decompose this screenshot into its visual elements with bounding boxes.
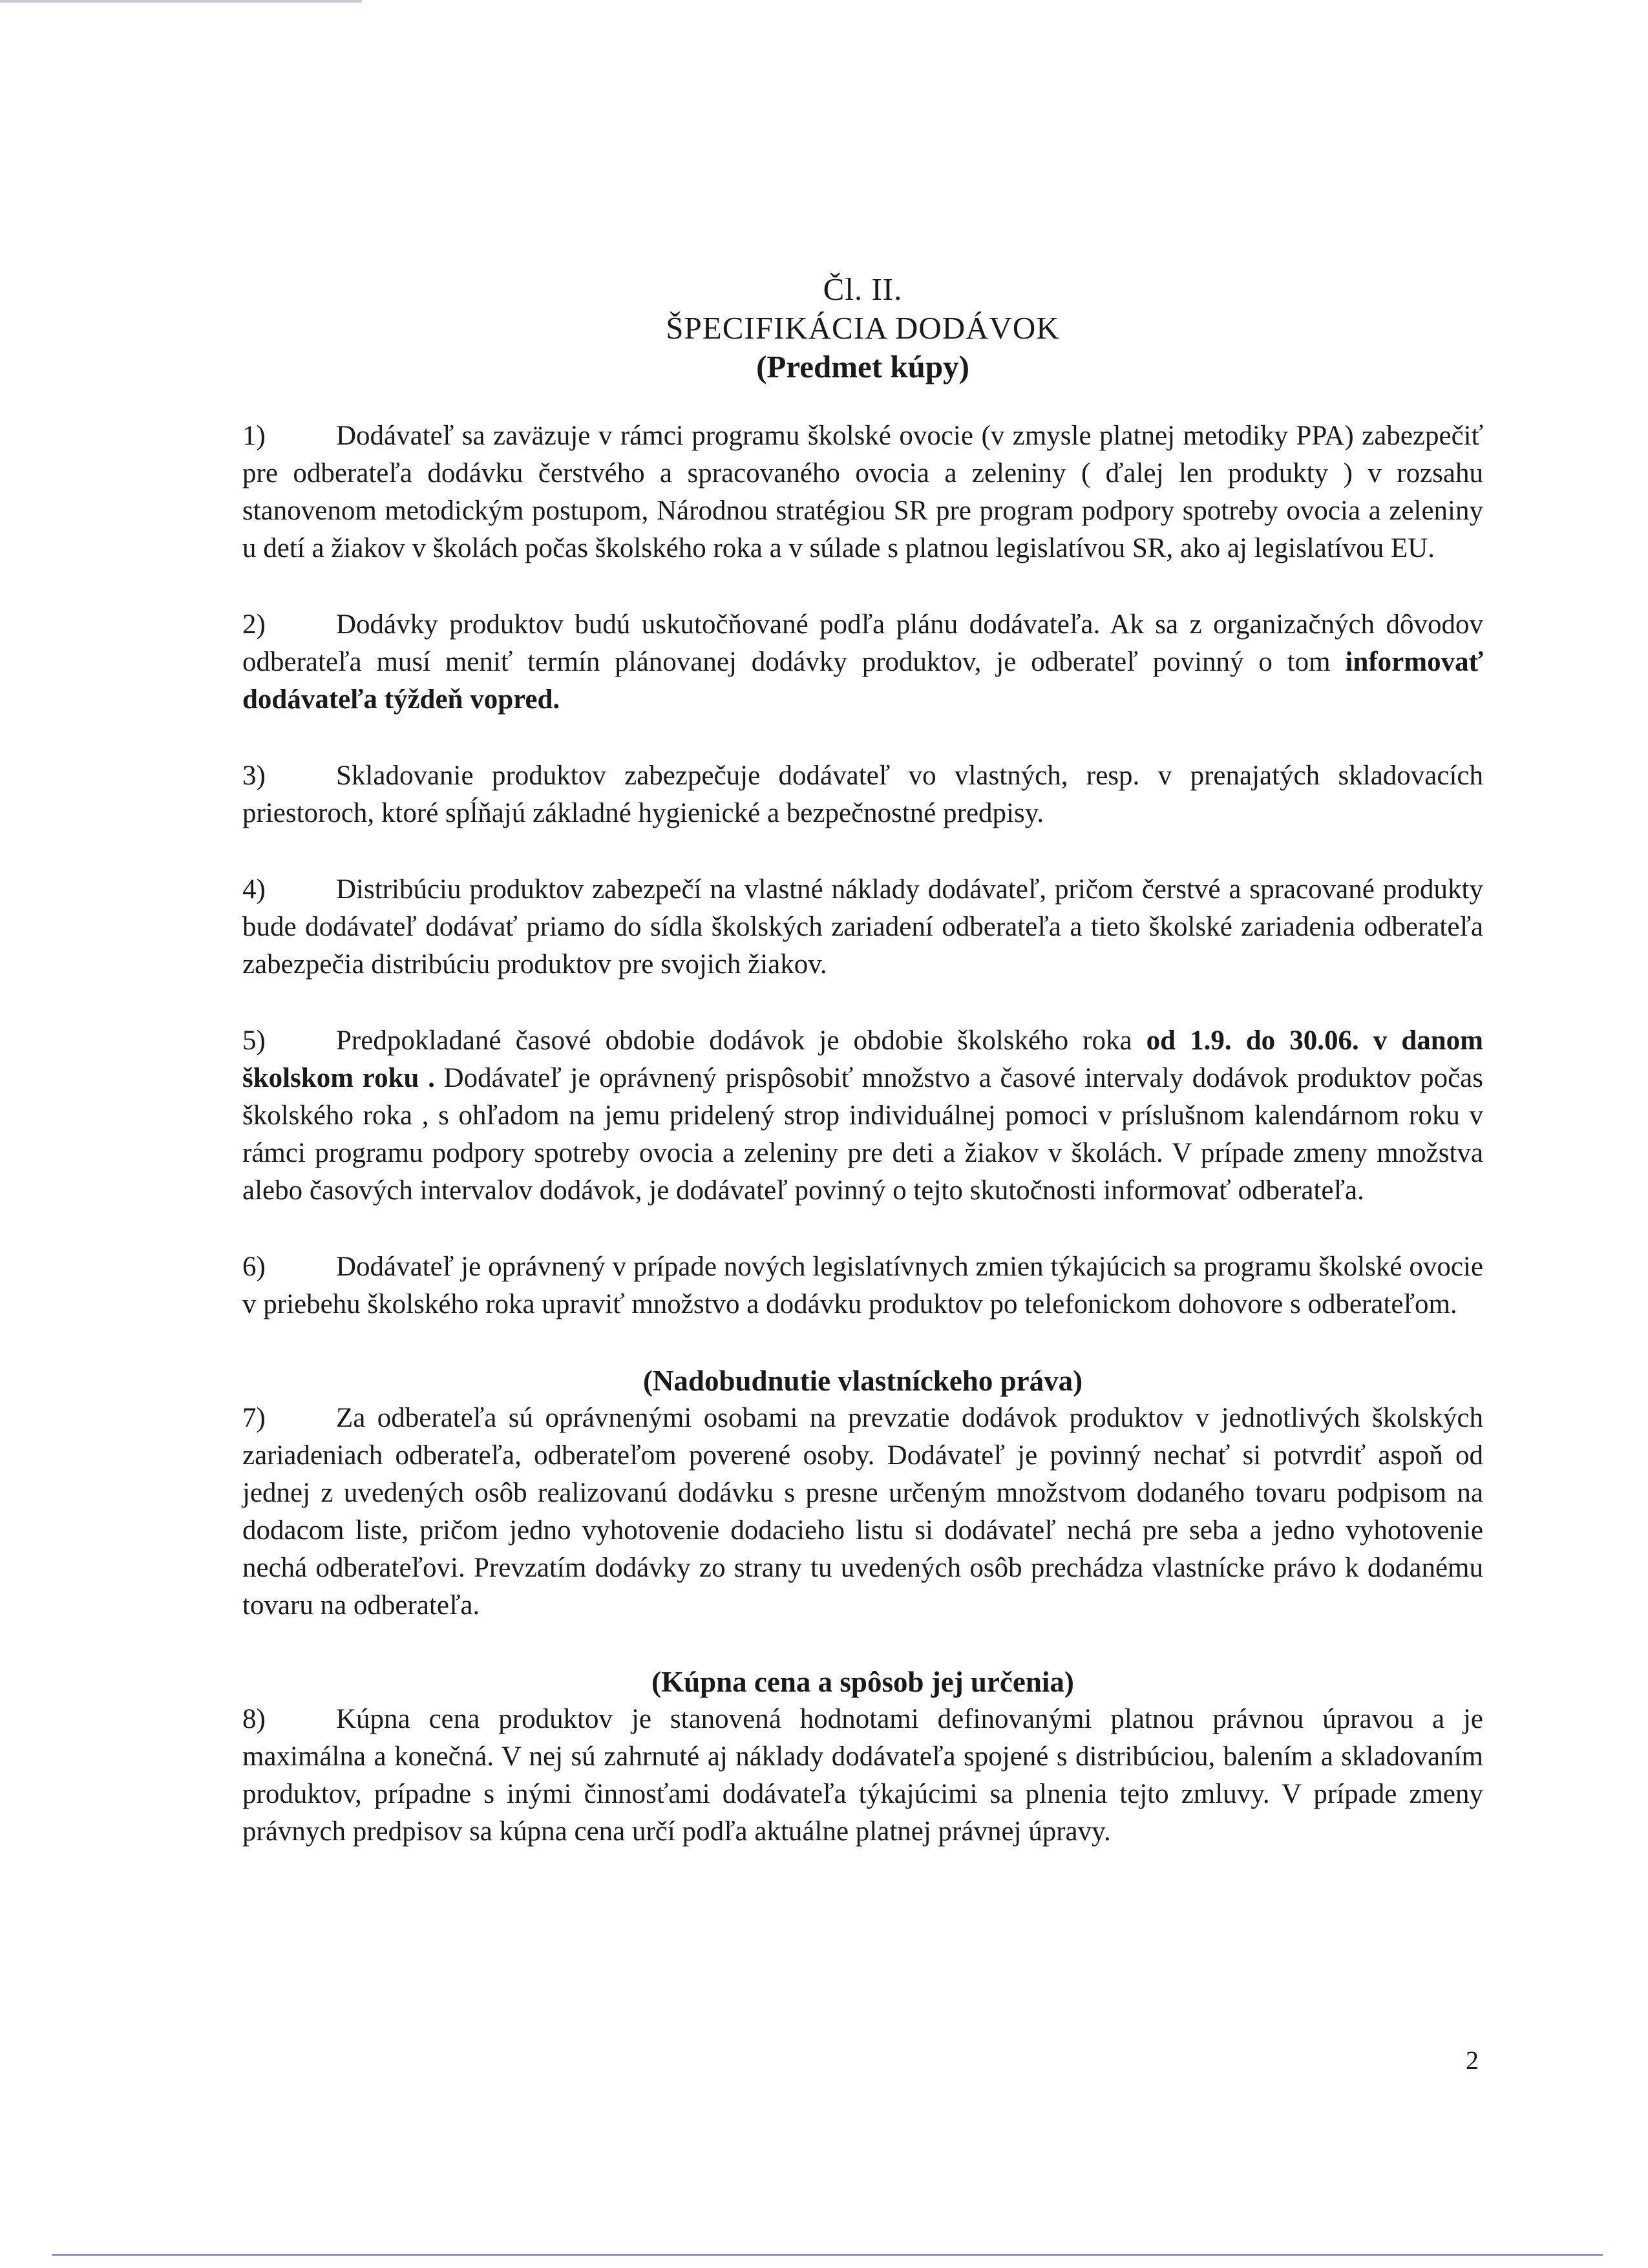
paragraph-4 xyxy=(242,871,1483,983)
paragraph-2 xyxy=(242,606,1483,719)
paragraph-text: Predpokladané časové obdobie dodávok je obdobie školského roka xyxy=(336,1025,1146,1056)
document-page xyxy=(242,270,1483,1889)
section-heading-price: (Kúpna cena a spôsob jej určenia) xyxy=(651,1666,1074,1698)
article-number: Čl. II. xyxy=(823,271,903,307)
paragraph-number: 7) xyxy=(242,1403,266,1433)
paragraph-number: 2) xyxy=(242,609,266,640)
scan-edge-top xyxy=(0,0,362,3)
paragraph-bold-text: informovať dodávateľa týždeň vopred. xyxy=(242,647,1483,715)
paragraph-text: Distribúciu produktov zabezpečí na vlastné náklady dodávateľ, pričom čerstvé a spracované produkty bude dodávateľ dodávať priamo do sídla školských zariadení odberateľa a tieto školské zariadenia odberateľa zabezpečia distribúciu produktov pre svojich žiakov. xyxy=(242,874,1483,980)
paragraph-number: 1) xyxy=(242,421,266,451)
paragraph-6 xyxy=(242,1248,1483,1323)
paragraph-3 xyxy=(242,757,1483,832)
paragraph-number: 3) xyxy=(242,761,266,791)
paragraph-bold-text: od 1.9. do 30.06. v danom školskom roku . xyxy=(242,1025,1483,1093)
paragraph-7 xyxy=(242,1400,1483,1624)
paragraph-number: 8) xyxy=(242,1704,266,1734)
paragraph-text: Skladovanie produktov zabezpečuje dodávateľ vo vlastných, resp. v prenajatých skladovacích priestoroch, ktoré spĺňajú základné hygienické a bezpečnostné predpisy. xyxy=(242,761,1483,828)
document-subtitle: (Predmet kúpy) xyxy=(756,349,969,384)
paragraph-number: 4) xyxy=(242,874,266,905)
paragraph-text: Za odberateľa sú oprávnenými osobami na prevzatie dodávok produktov v jednotlivých školských zariadeniach odberateľa, odberateľom poverené osoby. Dodávateľ je povinný nechať si potvrdiť aspoň od jednej z uvedených osôb realizovanú dodávku s presne určeným množstvom dodaného tovaru podpisom na dodacom liste, pričom jedno vyhotovenie dodacieho listu si dodávateľ nechá pre seba a jedno vyhotovenie nechá odberateľovi. Prevzatím dodávky zo strany tu uvedených osôb prechádza vlastnícke právo k dodanému tovaru na odberateľa. xyxy=(242,1403,1483,1621)
paragraph-number: 5) xyxy=(242,1025,266,1056)
paragraph-8 xyxy=(242,1701,1483,1851)
paragraph-text: Kúpna cena produktov je stanovená hodnotami definovanými platnou právnou úpravou a je maximálna a konečná. V nej sú zahrnuté aj náklady dodávateľa spojené s distribúciou, balením a skladovaním produktov, prípadne s inými činnosťami dodávateľa týkajúcimi sa plnenia tejto zmluvy. V prípade zmeny právnych predpisov sa kúpna cena určí podľa aktuálne platnej právnej úpravy. xyxy=(242,1704,1483,1847)
document-title: ŠPECIFIKÁCIA DODÁVOK xyxy=(666,310,1060,346)
paragraph-1 xyxy=(242,417,1483,567)
scan-edge-bottom xyxy=(52,2254,1603,2256)
page-number: 2 xyxy=(1466,2046,1479,2075)
paragraph-text-continued: Dodávateľ je oprávnený prispôsobiť množstvo a časové intervaly dodávok produktov počas školského roka , s ohľadom na jemu pridelený strop individuálnej pomoci v príslušnom kalendárnom roku v rámci programu podpory spotreby ovocia a zeleniny pre deti a žiakov v školách. V prípade zmeny množstva alebo časových intervalov dodávok, je dodávateľ povinný o tejto skutočnosti informovať odberateľa. xyxy=(242,1063,1483,1206)
paragraph-text: Dodávateľ sa zaväzuje v rámci programu školské ovocie (v zmysle platnej metodiky PPA) zabezpečiť pre odberateľa dodávku čerstvého a spracovaného ovocia a zeleniny ( ďalej len produkty ) v rozsahu stanovenom metodickým postupom, Národnou stratégiou SR pre program podpory spotreby ovocia a zeleniny u detí a žiakov v školách počas školského roka a v súlade s platnou legislatívou SR, ako aj legislatívou EU. xyxy=(242,421,1483,563)
paragraph-number: 6) xyxy=(242,1252,266,1282)
paragraph-text: Dodávky produktov budú uskutočňované podľa plánu dodávateľa. Ak sa z organizačných dôvodov odberateľa musí meniť termín plánovanej dodávky produktov, je odberateľ povinný o tom xyxy=(242,609,1483,677)
paragraph-5 xyxy=(242,1022,1483,1210)
section-heading-ownership: (Nadobudnutie vlastníckeho práva) xyxy=(642,1365,1083,1397)
paragraph-text: Dodávateľ je oprávnený v prípade nových legislatívnych zmien týkajúcich sa programu školské ovocie v priebehu školského roka upraviť množstvo a dodávku produktov po telefonickom dohovore s odberateľom. xyxy=(242,1252,1483,1319)
